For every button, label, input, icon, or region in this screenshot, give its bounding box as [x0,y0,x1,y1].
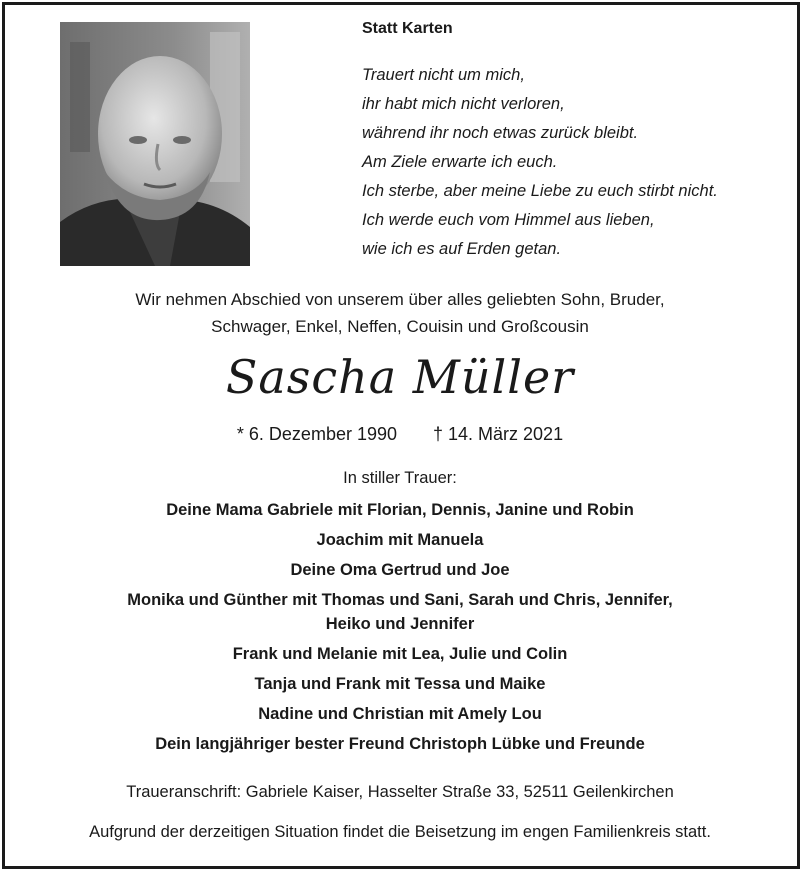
mourner-entry [0,732,800,756]
mourner-entry [0,702,800,726]
mourner-line: Dein langjähriger bester Freund Christoph Lübke und Freunde [155,735,645,753]
mourner-line: Heiko und Jennifer [325,615,475,633]
intro-line: Schwager, Enkel, Neffen, Couisin und Großcousin [211,317,589,336]
poem-line: während ihr noch etwas zurück bleibt. [362,124,639,142]
mourner-line: Nadine und Christian mit Amely Lou [258,705,542,723]
death-date: † 14. März 2021 [433,424,564,444]
mourning-label: In stiller Trauer: [343,469,457,487]
portrait-image [60,22,250,266]
funeral-note: Aufgrund der derzeitigen Situation findet die Beisetzung im engen Familienkreis statt. [89,823,711,841]
poem-line: Ich werde euch vom Himmel aus lieben, [362,211,655,229]
mourner-entry [0,528,800,552]
life-dates [0,424,800,445]
poem-line: Am Ziele erwarte ich euch. [362,153,558,171]
mourner-line: Deine Oma Gertrud und Joe [290,561,510,579]
intro-text [0,286,800,340]
portrait-photo [60,22,250,266]
mourner-line: Frank und Melanie mit Lea, Julie und Colin [232,645,568,663]
poem-line: ihr habt mich nicht verloren, [362,95,565,113]
poem-line: Ich sterbe, aber meine Liebe zu euch stirbt nicht. [362,182,718,200]
mourner-line: Joachim mit Manuela [316,531,484,549]
mourner-entry [0,672,800,696]
mourner-line: Deine Mama Gabriele mit Florian, Dennis, Janine und Robin [166,501,634,519]
deceased-name: Sascha Müller [225,350,575,404]
mourner-line: Tanja und Frank mit Tessa und Maike [254,675,546,693]
heading-statt-karten: Statt Karten [362,20,453,37]
mourners-list [0,498,800,762]
mourner-entry [0,558,800,582]
mourner-entry [0,642,800,666]
birth-date: * 6. Dezember 1990 [236,424,397,444]
mourner-entry [0,588,800,636]
poem-line: Trauert nicht um mich, [362,66,525,84]
poem-line: wie ich es auf Erden getan. [362,240,562,258]
mourner-line: Monika und Günther mit Thomas und Sani, Sarah und Chris, Jennifer, [127,591,673,609]
intro-line: Wir nehmen Abschied von unserem über alles geliebten Sohn, Bruder, [135,290,665,309]
poem [362,61,718,264]
mourner-entry [0,498,800,522]
mourning-address: Traueranschrift: Gabriele Kaiser, Hasselter Straße 33, 52511 Geilenkirchen [126,783,674,801]
